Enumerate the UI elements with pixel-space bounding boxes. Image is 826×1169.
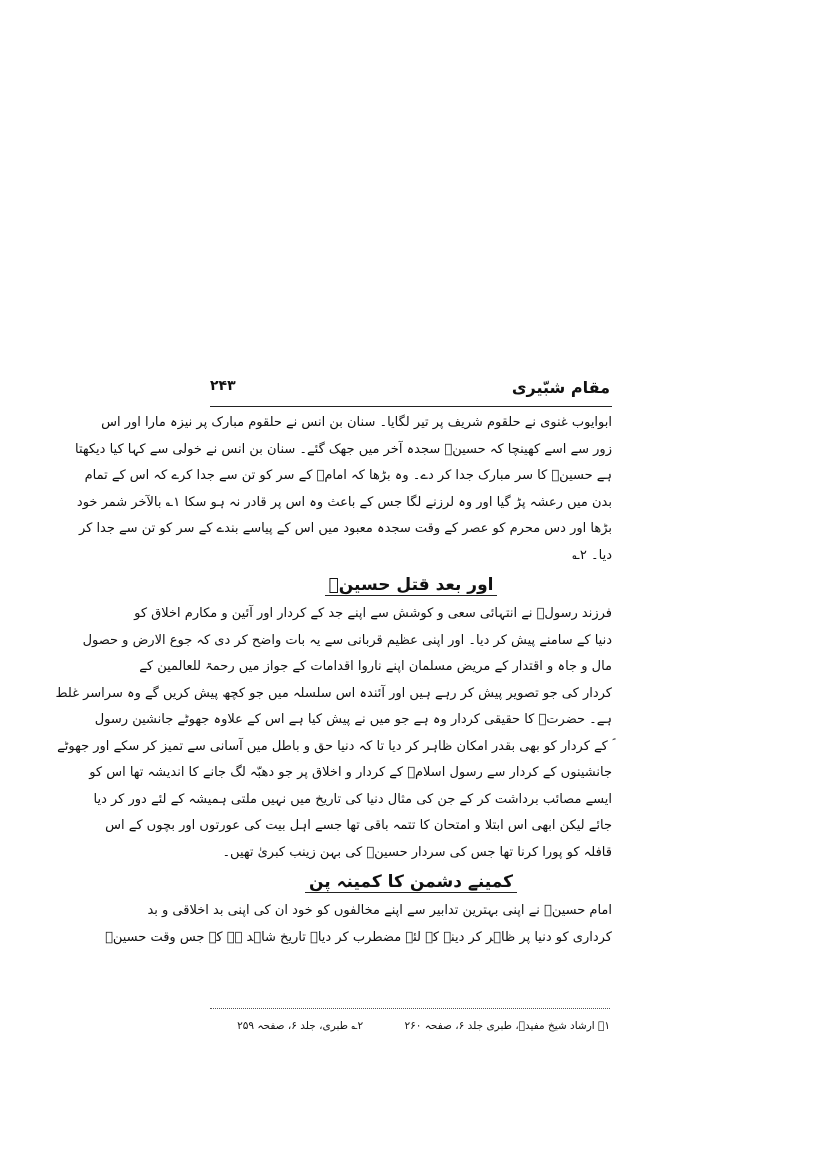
page-body [55,410,612,951]
footnote-separator [210,1008,610,1009]
text-line: ؐ کے کردار کو بھی بقدر امکان ظاہر کر دیا تا کہ دنیا حق و باطل میں آسانی سے تمیز کر سکے اور جھوٹے [57,738,612,754]
text-line: دنیا کے سامنے پیش کر دیا۔ اور اپنی عظیم قربانی سے یہ بات واضح کر دی کہ جوع الارض و حصول [82,632,612,648]
footnote-2: ۲؎ طبری، جلد ۶، صفحہ ۲۵۹ [237,1020,364,1032]
text-line: ہے۔ حضرتؐ کا حقیقی کردار وہ ہے جو میں نے پیش کیا ہے اس کے علاوہ جھوٹے جانشین رسول [94,712,612,727]
text-line: دیا۔ ۲؎ [572,547,612,563]
text-line: زور سے اسے کھینچا کہ حسینؑ سجدہ آخر میں جھک گئے۔ سنان بن انس نے خولی سے کہا کیا دیکھتا [75,441,612,457]
text-line: فرزند رسولؐ نے انتہائی سعی و کوشش سے اپنے جد کے کردار اور آئین و مکارم اخلاق کو [134,606,612,621]
running-title: مقام شبّیری [511,378,610,397]
paragraph-1 [75,410,612,569]
section-heading [210,866,612,898]
text-line: ابوایوب غنوی نے حلقوم شریف پر تیر لگایا۔ سنان بن انس نے حلقوم مبارک پر نیزہ مارا اور اس [101,415,612,430]
header-rule [210,406,612,407]
paragraph-3 [105,898,612,951]
section-heading-text: کمینے دشمن کا کمینہ پن [305,872,517,893]
section-heading [210,569,612,601]
page-number: ۲۴۳ [210,378,236,394]
running-header [210,378,610,404]
text-line: کردار کی جو تصویر پیش کر رہے ہیں اور آئندہ اس سلسلہ میں جو کچھ پیش کریں گے وہ سراسر غلط [55,685,612,701]
text-line: جائے لیکن ابھی اس ابتلا و امتحان کا تتمہ باقی تھا جسے اہل بیت کی عورتوں اور بچوں کے اس [105,818,612,833]
section-heading-text: اور بعد قتل حسینؑ [325,575,498,596]
text-line: قافلہ کو پورا کرنا تھا جس کی سردار حسینؑ کی بہن زینب کبریٰ تھیں۔ [222,844,612,860]
text-line: جانشینوں کے کردار سے رسول اسلامؐ کے کردار و اخلاق پر جو دھبّہ لگ جانے کا اندیشہ تھا اس کو [89,765,612,780]
text-line: امام حسینؑ نے اپنی بہترین تدابیر سے اپنے مخالفوں کو خود ان کی اپنی بد اخلاقی و بد [147,903,612,918]
text-line: ہے حسینؑ کا سر مبارک جدا کر دے۔ وہ بڑھا کہ امامؑ کے سر کو تن سے جدا کرے کہ اس کے تمام [84,468,612,483]
text-line: بدن میں رعشہ پڑ گیا اور وہ لرزنے لگا جس کے باعث وہ اس پر قادر نہ ہو سکا ۱؎ بالآخر شمر خود [76,494,612,510]
footnotes [210,1020,610,1032]
footnote-1: ۱؎ ارشاد شیخ مفیدؒ، طبری جلد ۶، صفحہ ۲۶۰ [404,1020,610,1032]
text-line: مال و جاہ و اقتدار کے مریض مسلمان اپنے ناروا اقدامات کے جواز میں رحمۃ للعالمین کے [139,659,612,674]
paragraph-2 [55,601,612,866]
text-line: بڑھا اور دس محرم کو عصر کے وقت سجدہ معبود میں اس کے پیاسے بندے کے سر کو تن سے جدا کر [78,521,612,536]
text-line: کرداری کو دنیا پر ظاہر کر دینے کے لئے مضطرب کر دیا۔ تاریخ شاہد ہے کہ جس وقت حسینؑ [105,929,612,945]
text-line: ایسے مصائب برداشت کر کے جن کی مثال دنیا کی تاریخ میں نہیں ملتی ہمیشہ کے لئے دور کر دیا [93,791,612,807]
